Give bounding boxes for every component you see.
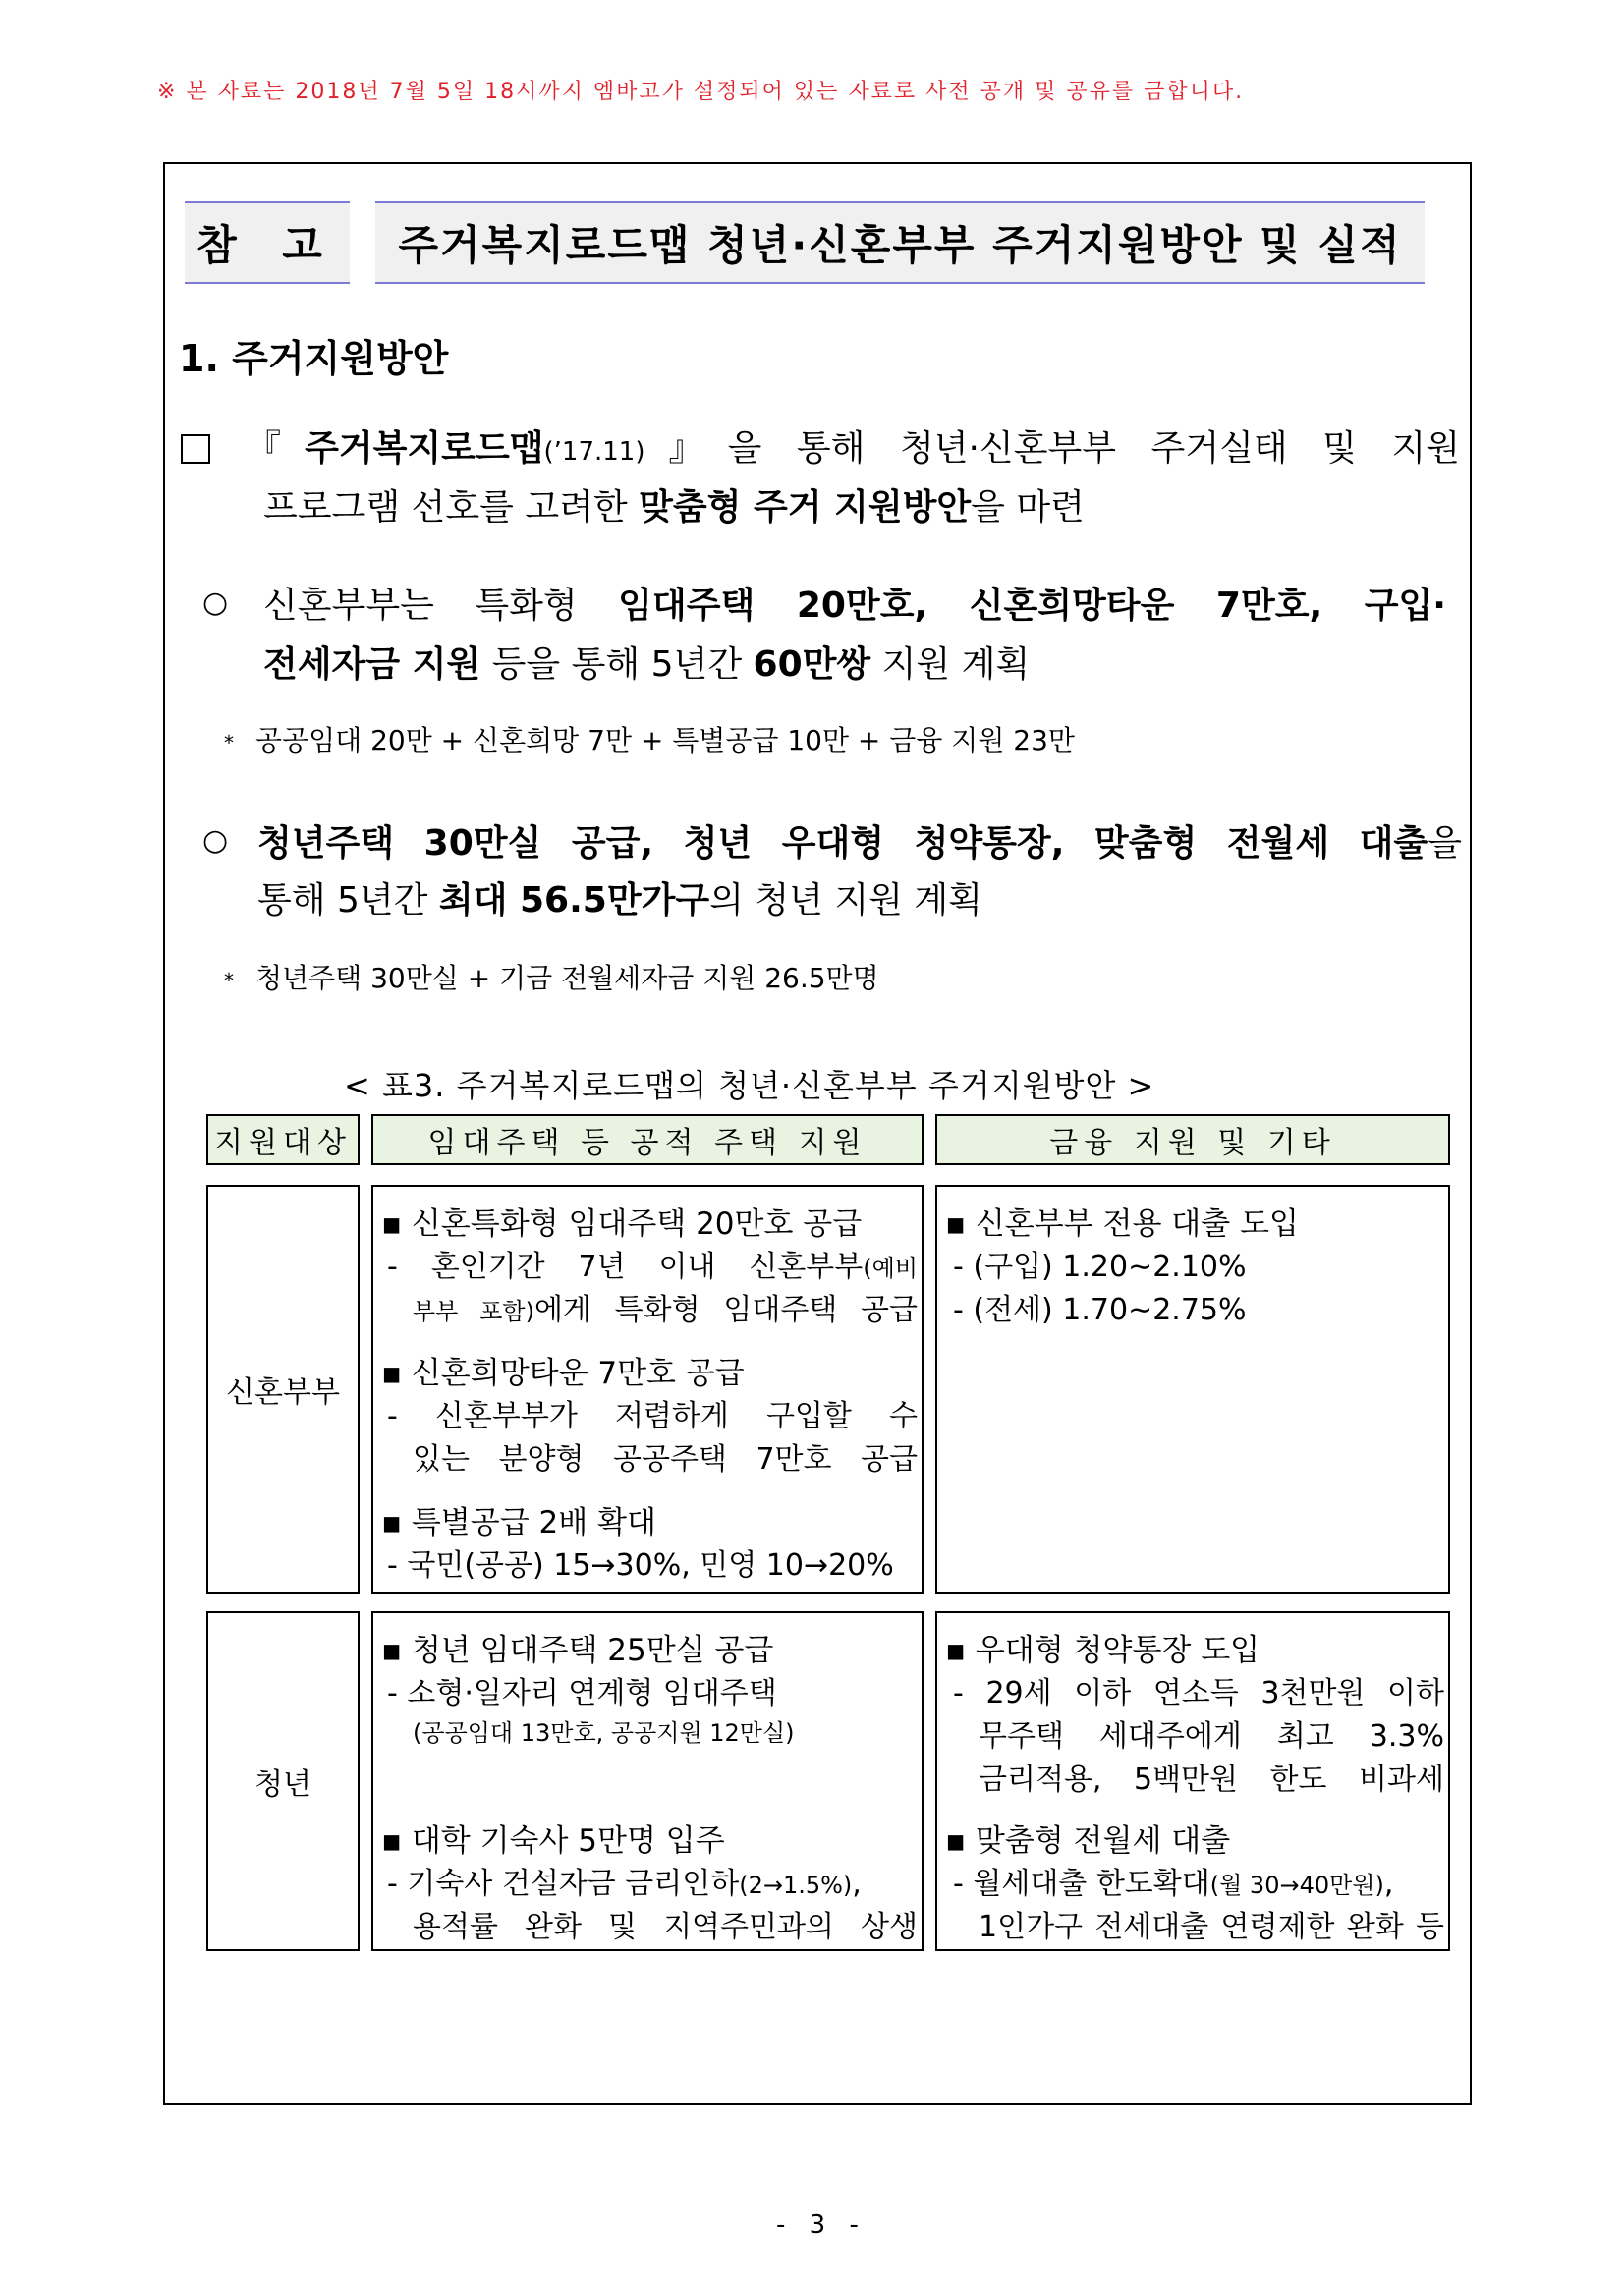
- circle-bullet-icon: ○: [202, 823, 229, 858]
- circle-bullet-icon: ○: [202, 586, 229, 620]
- embargo-notice: ※ 본 자료는 2018년 7월 5일 18시까지 엠바고가 설정되어 있는 자료로 사전 공개 및 공유를 금합니다.: [157, 80, 1245, 104]
- youth-housing-bullet-1: ▪ 청년 임대주택 25만실 공급: [381, 1633, 774, 1668]
- row-label-youth: 청년: [206, 1611, 360, 1951]
- section-title: 1. 주거지원방안: [179, 337, 449, 380]
- youth-finance-bullet-1: ▪ 우대형 청약통장 도입: [945, 1633, 1260, 1668]
- youth-finance-detail-2b: 1인가구 전세대출 연령제한 완화 등: [979, 1910, 1444, 1944]
- asterisk-icon: *: [224, 969, 234, 992]
- page-title: 주거복지로드맵 청년·신혼부부 주거지원방안 및 실적: [375, 201, 1425, 284]
- youth-line-1: 청년주택 30만실 공급, 청년 우대형 청약통장, 맞춤형 전월세 대출을: [257, 823, 1462, 864]
- youth-finance-detail-1b: 무주택 세대주에게 최고 3.3%: [979, 1719, 1444, 1754]
- newlywed-housing-bullet-1: ▪ 신혼특화형 임대주택 20만호 공급: [381, 1206, 863, 1242]
- youth-finance-detail-1a: - 29세 이하 연소득 3천만원 이하: [953, 1676, 1444, 1710]
- youth-housing-detail-2b: 용적률 완화 및 지역주민과의 상생: [413, 1910, 918, 1944]
- row-label-newlywed: 신혼부부: [206, 1185, 360, 1594]
- youth-line-2: 통해 5년간 최대 56.5만가구의 청년 지원 계획: [257, 880, 982, 921]
- reference-tag: 참 고: [185, 201, 350, 284]
- newlywed-finance-bullet-1: ▪ 신혼부부 전용 대출 도입: [945, 1206, 1299, 1242]
- page-number: - 3 -: [776, 2211, 867, 2240]
- table-header-target: 지원대상: [206, 1114, 360, 1165]
- youth-housing-bullet-2: ▪ 대학 기숙사 5만명 입주: [381, 1823, 725, 1859]
- youth-finance-bullet-2: ▪ 맞춤형 전월세 대출: [945, 1823, 1231, 1859]
- asterisk-icon: *: [224, 731, 234, 755]
- table-header-finance: 금융 지원 및 기타: [935, 1114, 1450, 1165]
- newlywed-housing-bullet-2: ▪ 신혼희망타운 7만호 공급: [381, 1356, 745, 1391]
- newlywed-line-2: 전세자금 지원 등을 통해 5년간 60만쌍 지원 계획: [263, 644, 1031, 685]
- newlywed-finance-detail-1: - (구입) 1.20∼2.10%: [953, 1250, 1247, 1284]
- intro-line-1: 『주거복지로드맵(’17.11)』을 통해 청년·신혼부부 주거실태 및 지원: [246, 428, 1460, 469]
- newlywed-housing-detail-3: - 국민(공공) 15→30%, 민영 10→20%: [387, 1548, 894, 1583]
- newlywed-housing-bullet-3: ▪ 특별공급 2배 확대: [381, 1505, 656, 1540]
- newlywed-line-1: 신혼부부는 특화형 임대주택 20만호, 신혼희망타운 7만호, 구입·: [263, 586, 1446, 626]
- newlywed-housing-detail-2b: 있는 분양형 공공주택 7만호 공급: [413, 1442, 918, 1477]
- newlywed-housing-detail-1b: 부부 포함)에게 특화형 임대주택 공급: [413, 1293, 918, 1327]
- youth-housing-detail-2a: - 기숙사 건설자금 금리인하(2→1.5%),: [387, 1867, 862, 1901]
- intro-line-2: 프로그램 선호를 고려한 맞춤형 주거 지원방안을 마련: [263, 487, 1085, 528]
- table-caption: < 표3. 주거복지로드맵의 청년·신혼부부 주거지원방안 >: [344, 1067, 1155, 1104]
- youth-note: 청년주택 30만실 + 기금 전월세자금 지원 26.5만명: [255, 962, 879, 994]
- newlywed-note: 공공임대 20만 + 신혼희망 7만 + 특별공급 10만 + 금융 지원 23만: [255, 724, 1075, 756]
- checkbox-bullet-icon: [181, 434, 210, 464]
- youth-finance-detail-2a: - 월세대출 한도확대(월 30→40만원),: [953, 1867, 1394, 1901]
- table-header-housing: 임대주택 등 공적 주택 지원: [371, 1114, 924, 1165]
- newlywed-finance-detail-2: - (전세) 1.70∼2.75%: [953, 1293, 1247, 1327]
- newlywed-housing-detail-1a: - 혼인기간 7년 이내 신혼부부(예비: [387, 1250, 918, 1284]
- youth-finance-detail-1c: 금리적용, 5백만원 한도 비과세: [979, 1763, 1444, 1797]
- youth-housing-detail-1a: - 소형·일자리 연계형 임대주택: [387, 1676, 777, 1710]
- youth-housing-detail-1b: (공공임대 13만호, 공공지원 12만실): [413, 1719, 795, 1747]
- newlywed-housing-detail-2a: - 신혼부부가 저렴하게 구입할 수: [387, 1399, 918, 1433]
